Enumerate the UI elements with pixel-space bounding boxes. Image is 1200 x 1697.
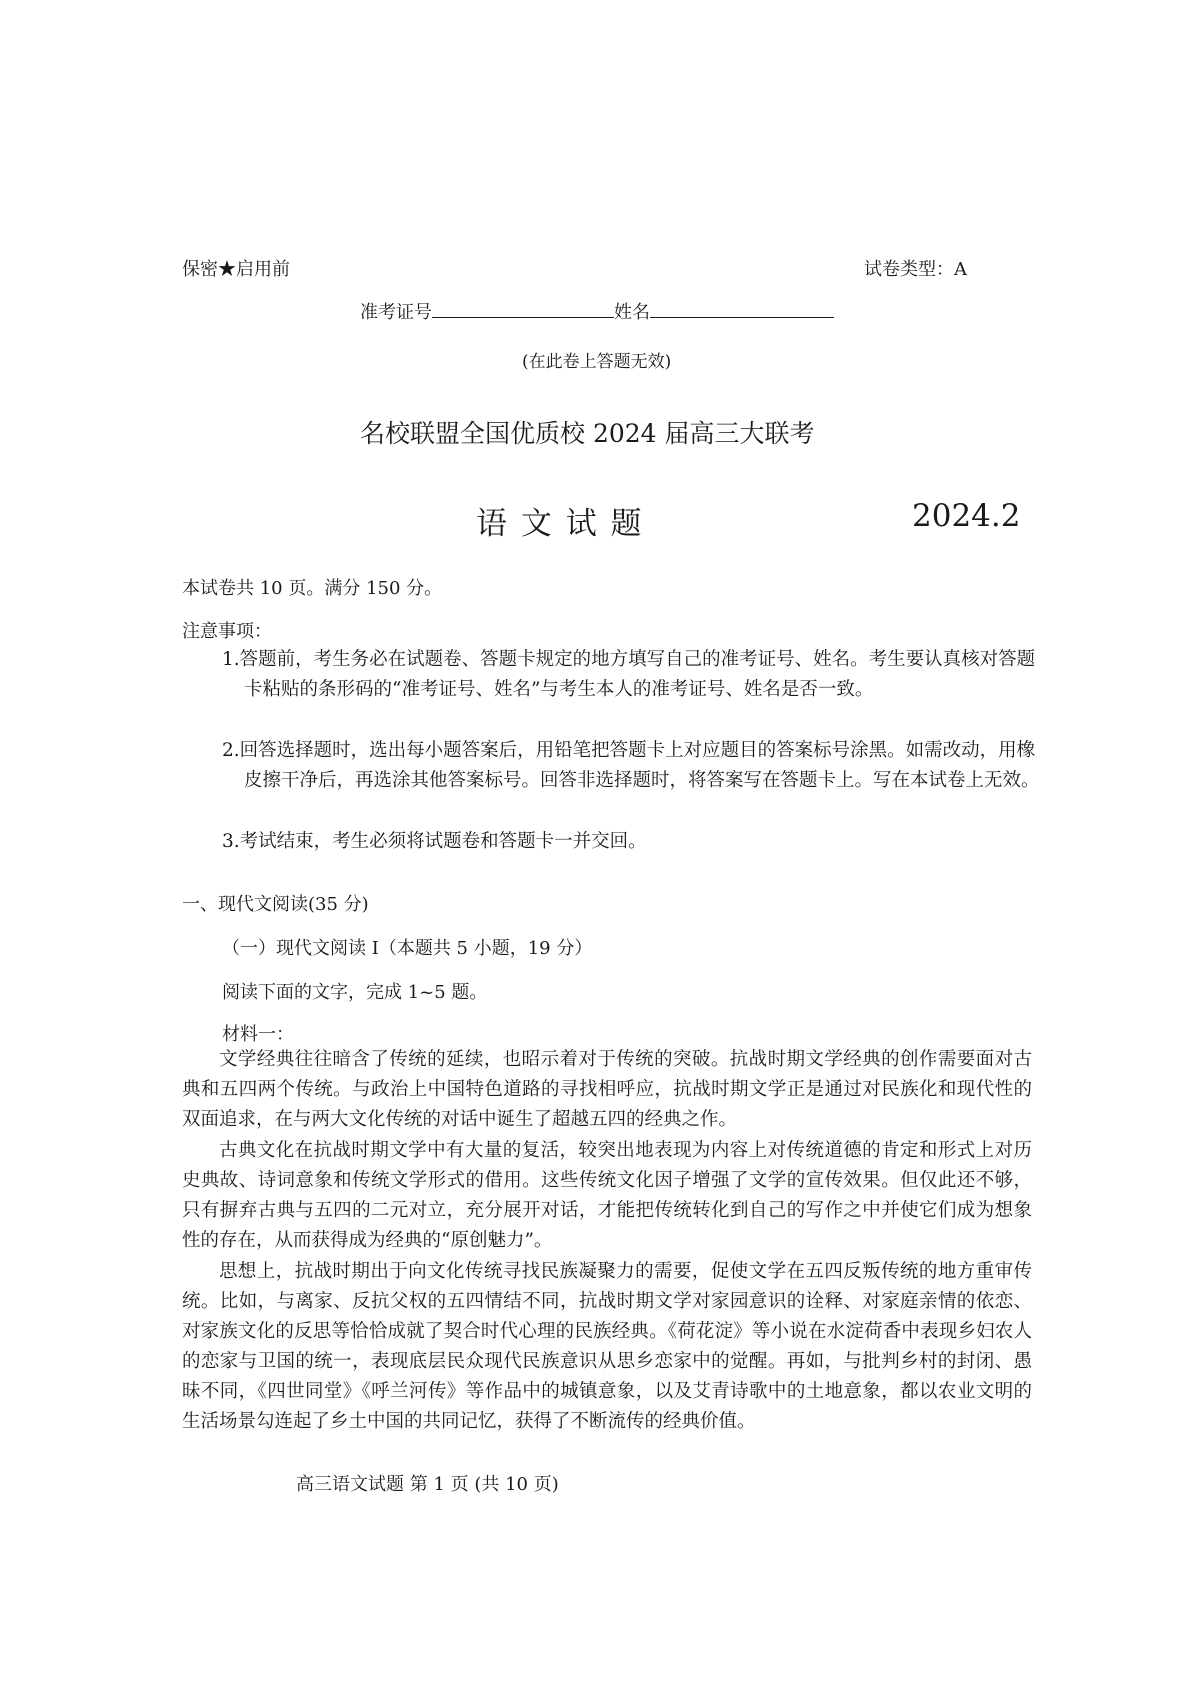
paper-intro: 本试卷共 10 页。满分 150 分。 <box>182 578 443 599</box>
name-label: 姓名 <box>614 302 650 323</box>
confidential-label: 保密★启用前 <box>182 259 290 280</box>
name-field[interactable] <box>650 299 834 318</box>
material-label: 材料一： <box>222 1024 294 1045</box>
exam-number-label: 准考证号 <box>360 302 432 323</box>
invalid-answer-note: (在此卷上答题无效) <box>522 352 672 372</box>
notice-item-1: 1.答题前，考生务必在试题卷、答题卡规定的地方填写自己的准考证号、姓名。考生要认真核对答题卡粘贴的条形码的“准考证号、姓名”与考生本人的准考证号、姓名是否一致。 <box>222 649 1036 700</box>
exam-title: 名校联盟全国优质校 2024 届高三大联考 <box>360 419 815 448</box>
paper-type-label: 试卷类型：A <box>864 259 967 280</box>
exam-number-field[interactable] <box>432 299 614 318</box>
page-footer: 高三语文试题 第 1 页 (共 10 页) <box>296 1474 559 1495</box>
exam-date: 2024.2 <box>912 498 1021 534</box>
candidate-info-row <box>360 298 834 324</box>
section-heading: 一、现代文阅读(35 分) <box>182 894 369 915</box>
subject-title: 语 文 试 题 <box>476 506 644 542</box>
notice-item-3: 3.考试结束，考生必须将试题卷和答题卡一并交回。 <box>222 831 647 852</box>
material-paragraph-2: 古典文化在抗战时期文学中有大量的复活，较突出地表现为内容上对传统道德的肯定和形式上对历史典故、诗词意象和传统文学形式的借用。这些传统文化因子增强了文学的宣传效果。但仅此还不够，只有摒弃古典与五四的二元对立，充分展开对话，才能把传统转化到自己的写作之中并使它们成为想象性的存在，从而获得成为经典的“原创魅力”。 <box>182 1140 1032 1251</box>
material-paragraph-3: 思想上，抗战时期出于向文化传统寻找民族凝聚力的需要，促使文学在五四反叛传统的地方重审传统。比如，与离家、反抗父权的五四情结不同，抗战时期文学对家园意识的诠释、对家庭亲情的依恋、对家族文化的反思等恰恰成就了契合时代心理的民族经典。《荷花淀》等小说在水淀荷香中表现乡妇农人的恋家与卫国的统一，表现底层民众现代民族意识从思乡恋家中的觉醒。再如，与批判乡村的封闭、愚昧不同，《四世同堂》《呼兰河传》等作品中的城镇意象，以及艾青诗歌中的土地意象，都以农业文明的生活场景勾连起了乡土中国的共同记忆，获得了不断流传的经典价值。 <box>182 1261 1032 1432</box>
notice-item-2: 2.回答选择题时，选出每小题答案后，用铅笔把答题卡上对应题目的答案标号涂黑。如需改动，用橡皮擦干净后，再选涂其他答案标号。回答非选择题时，将答案写在答题卡上。写在本试卷上无效。 <box>222 740 1040 791</box>
subsection-heading: （一）现代文阅读 Ⅰ（本题共 5 小题，19 分） <box>222 938 593 959</box>
reading-instruction: 阅读下面的文字，完成 1~5 题。 <box>222 982 488 1003</box>
notice-heading: 注意事项： <box>182 621 272 642</box>
material-paragraph-1: 文学经典往往暗含了传统的延续，也昭示着对于传统的突破。抗战时期文学经典的创作需要面对古典和五四两个传统。与政治上中国特色道路的寻找相呼应，抗战时期文学正是通过对民族化和现代性的双面追求，在与两大文化传统的对话中诞生了超越五四的经典之作。 <box>182 1049 1032 1130</box>
